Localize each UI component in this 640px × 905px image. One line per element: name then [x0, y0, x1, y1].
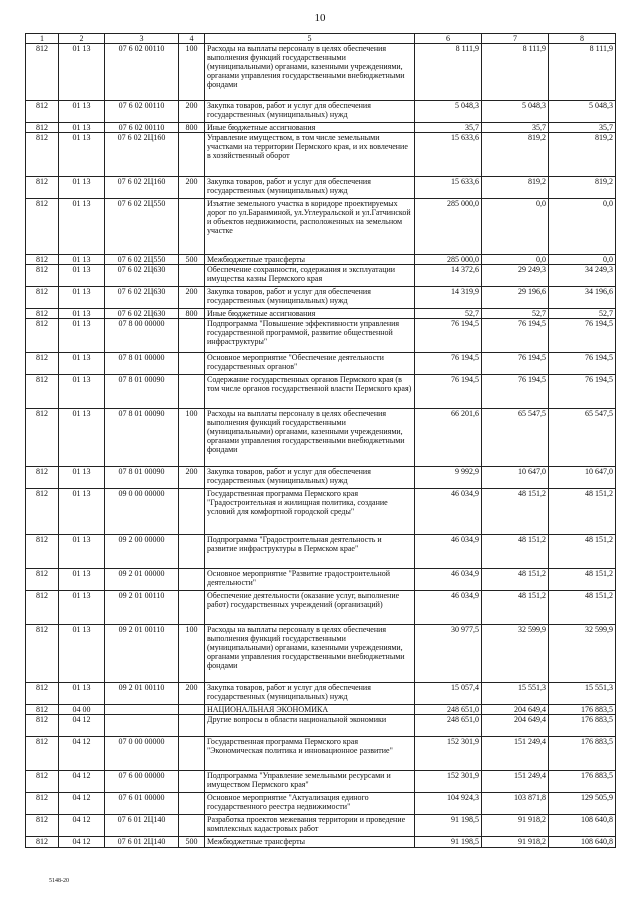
expense-type-cell: [179, 199, 205, 255]
amount-2021-cell: 152 301,9: [415, 771, 482, 793]
expense-type-cell: 500: [179, 255, 205, 265]
amount-2021-cell: 104 924,3: [415, 793, 482, 815]
target-article-cell: 07 8 01 00090: [105, 375, 179, 409]
amount-2022-cell: 0,0: [482, 255, 549, 265]
amount-2022-cell: 29 196,6: [482, 287, 549, 309]
section-code-cell: 01 13: [59, 123, 105, 133]
ministry-code-cell: 812: [26, 489, 59, 535]
description-cell: Иные бюджетные ассигнования: [205, 309, 415, 319]
table-row: [26, 177, 616, 199]
table-row: [26, 535, 616, 569]
table-row: [26, 815, 616, 837]
target-article-cell: 07 8 01 00090: [105, 409, 179, 467]
amount-2023-cell: 48 151,2: [549, 569, 616, 591]
amount-2023-cell: 76 194,5: [549, 319, 616, 353]
description-cell: Подпрограмма "Повышение эффективности управления государственной программой, развитие общественной инфраструктуры": [205, 319, 415, 353]
section-code-cell: 01 13: [59, 409, 105, 467]
table-row: [26, 375, 616, 409]
amount-2023-cell: 8 111,9: [549, 44, 616, 101]
amount-2023-cell: 34 249,3: [549, 265, 616, 287]
section-code-cell: 04 12: [59, 837, 105, 848]
expense-type-cell: 200: [179, 287, 205, 309]
expense-type-cell: [179, 375, 205, 409]
amount-2021-cell: 52,7: [415, 309, 482, 319]
description-cell: Межбюджетные трансферты: [205, 255, 415, 265]
description-cell: Расходы на выплаты персоналу в целях обеспечения выполнения функций государственными (муниципальными) органами, казенными учреждениями, органами управления государственными внебюджетными фондами: [205, 44, 415, 101]
amount-2023-cell: 10 647,0: [549, 467, 616, 489]
ministry-code-cell: 812: [26, 625, 59, 683]
ministry-code-cell: 812: [26, 101, 59, 123]
description-cell: Разработка проектов межевания территории и проведение комплексных кадастровых работ: [205, 815, 415, 837]
target-article-cell: 09 2 01 00110: [105, 591, 179, 625]
section-code-cell: 01 13: [59, 535, 105, 569]
ministry-code-cell: 812: [26, 793, 59, 815]
column-header: 3: [105, 34, 179, 44]
expense-type-cell: [179, 715, 205, 737]
target-article-cell: 07 6 02 00110: [105, 123, 179, 133]
amount-2022-cell: 151 249,4: [482, 737, 549, 771]
description-cell: Государственная программа Пермского края "Экономическая политика и инновационное развитие": [205, 737, 415, 771]
table-row: [26, 123, 616, 133]
expense-type-cell: [179, 591, 205, 625]
target-article-cell: 07 6 01 2Ц140: [105, 837, 179, 848]
target-article-cell: 07 0 00 00000: [105, 737, 179, 771]
ministry-code-cell: 812: [26, 265, 59, 287]
amount-2023-cell: 5 048,3: [549, 101, 616, 123]
ministry-code-cell: 812: [26, 375, 59, 409]
amount-2022-cell: 76 194,5: [482, 319, 549, 353]
amount-2021-cell: 5 048,3: [415, 101, 482, 123]
target-article-cell: 07 6 02 2Ц550: [105, 255, 179, 265]
expense-type-cell: [179, 353, 205, 375]
expense-type-cell: 100: [179, 625, 205, 683]
description-cell: Подпрограмма "Управление земельными ресурсами и имуществом Пермского края": [205, 771, 415, 793]
ministry-code-cell: 812: [26, 815, 59, 837]
description-cell: НАЦИОНАЛЬНАЯ ЭКОНОМИКА: [205, 705, 415, 715]
table-row: [26, 569, 616, 591]
expense-type-cell: [179, 489, 205, 535]
amount-2021-cell: 76 194,5: [415, 353, 482, 375]
expense-type-cell: 100: [179, 44, 205, 101]
expense-type-cell: [179, 535, 205, 569]
ministry-code-cell: 812: [26, 467, 59, 489]
expense-type-cell: 200: [179, 467, 205, 489]
description-cell: Закупка товаров, работ и услуг для обеспечения государственных (муниципальных) нужд: [205, 287, 415, 309]
ministry-code-cell: 812: [26, 705, 59, 715]
amount-2023-cell: 48 151,2: [549, 489, 616, 535]
table-row: [26, 737, 616, 771]
expense-type-cell: [179, 815, 205, 837]
table-row: [26, 199, 616, 255]
expense-type-cell: 100: [179, 409, 205, 467]
ministry-code-cell: 812: [26, 771, 59, 793]
description-cell: Государственная программа Пермского края "Градостроительная и жилищная политика, создание условий для комфортной городской среды": [205, 489, 415, 535]
ministry-code-cell: 812: [26, 123, 59, 133]
target-article-cell: 07 6 02 00110: [105, 101, 179, 123]
table-row: [26, 409, 616, 467]
section-code-cell: 01 13: [59, 199, 105, 255]
table-row: [26, 287, 616, 309]
budget-table: [25, 33, 616, 848]
amount-2023-cell: 32 599,9: [549, 625, 616, 683]
expense-type-cell: 200: [179, 177, 205, 199]
column-header: 4: [179, 34, 205, 44]
target-article-cell: 09 2 01 00110: [105, 625, 179, 683]
target-article-cell: 09 2 01 00000: [105, 569, 179, 591]
amount-2021-cell: 76 194,5: [415, 319, 482, 353]
table-row: [26, 309, 616, 319]
ministry-code-cell: 812: [26, 255, 59, 265]
target-article-cell: 07 6 02 2Ц630: [105, 309, 179, 319]
description-cell: Основное мероприятие "Обеспечение деятельности государственных органов": [205, 353, 415, 375]
section-code-cell: 01 13: [59, 591, 105, 625]
description-cell: Содержание государственных органов Пермского края (в том числе органов государственной власти Пермского края): [205, 375, 415, 409]
amount-2022-cell: 52,7: [482, 309, 549, 319]
table-row: [26, 255, 616, 265]
table-row: [26, 771, 616, 793]
amount-2021-cell: 14 319,9: [415, 287, 482, 309]
amount-2022-cell: 0,0: [482, 199, 549, 255]
target-article-cell: 07 6 02 2Ц160: [105, 177, 179, 199]
description-cell: Управление имуществом, в том числе земельными участками на территории Пермского края, и их вовлечение в хозяйственный оборот: [205, 133, 415, 177]
amount-2023-cell: 48 151,2: [549, 535, 616, 569]
amount-2021-cell: 15 633,6: [415, 133, 482, 177]
amount-2022-cell: 48 151,2: [482, 569, 549, 591]
column-header: 7: [482, 34, 549, 44]
description-cell: Закупка товаров, работ и услуг для обеспечения государственных (муниципальных) нужд: [205, 101, 415, 123]
ministry-code-cell: 812: [26, 535, 59, 569]
amount-2023-cell: 108 640,8: [549, 815, 616, 837]
amount-2022-cell: 103 871,8: [482, 793, 549, 815]
description-cell: Межбюджетные трансферты: [205, 837, 415, 848]
expense-type-cell: [179, 133, 205, 177]
target-article-cell: 07 8 01 00090: [105, 467, 179, 489]
table-row: [26, 489, 616, 535]
description-cell: Расходы на выплаты персоналу в целях обеспечения выполнения функций государственными (муниципальными) органами, казенными учреждениями, органами управления государственными внебюджетными фондами: [205, 625, 415, 683]
amount-2023-cell: 76 194,5: [549, 353, 616, 375]
amount-2021-cell: 152 301,9: [415, 737, 482, 771]
target-article-cell: 07 6 00 00000: [105, 771, 179, 793]
ministry-code-cell: 812: [26, 133, 59, 177]
expense-type-cell: [179, 319, 205, 353]
description-cell: Другие вопросы в области национальной экономики: [205, 715, 415, 737]
amount-2021-cell: 285 000,0: [415, 255, 482, 265]
ministry-code-cell: 812: [26, 737, 59, 771]
expense-type-cell: [179, 705, 205, 715]
amount-2021-cell: 14 372,6: [415, 265, 482, 287]
section-code-cell: 01 13: [59, 287, 105, 309]
amount-2021-cell: 9 992,9: [415, 467, 482, 489]
amount-2022-cell: 48 151,2: [482, 591, 549, 625]
target-article-cell: 07 6 02 2Ц630: [105, 287, 179, 309]
section-code-cell: 01 13: [59, 375, 105, 409]
table-row: [26, 133, 616, 177]
amount-2022-cell: 48 151,2: [482, 535, 549, 569]
expense-type-cell: 200: [179, 683, 205, 705]
target-article-cell: [105, 705, 179, 715]
amount-2022-cell: 204 649,4: [482, 715, 549, 737]
section-code-cell: 04 12: [59, 771, 105, 793]
section-code-cell: 01 13: [59, 255, 105, 265]
description-cell: Расходы на выплаты персоналу в целях обеспечения выполнения функций государственными (муниципальными) органами, казенными учреждениями, органами управления государственными внебюджетными фондами: [205, 409, 415, 467]
amount-2022-cell: 35,7: [482, 123, 549, 133]
target-article-cell: 09 2 00 00000: [105, 535, 179, 569]
target-article-cell: 07 6 01 00000: [105, 793, 179, 815]
description-cell: Основное мероприятие "Развитие градостроительной деятельности": [205, 569, 415, 591]
amount-2021-cell: 46 034,9: [415, 569, 482, 591]
section-code-cell: 01 13: [59, 101, 105, 123]
amount-2022-cell: 819,2: [482, 133, 549, 177]
section-code-cell: 04 00: [59, 705, 105, 715]
table-row: [26, 625, 616, 683]
ministry-code-cell: 812: [26, 683, 59, 705]
section-code-cell: 01 13: [59, 309, 105, 319]
amount-2021-cell: 285 000,0: [415, 199, 482, 255]
description-cell: Обеспечение сохранности, содержания и эксплуатации имущества казны Пермского края: [205, 265, 415, 287]
ministry-code-cell: 812: [26, 715, 59, 737]
section-code-cell: 04 12: [59, 715, 105, 737]
table-row: [26, 101, 616, 123]
section-code-cell: 01 13: [59, 625, 105, 683]
expense-type-cell: 500: [179, 837, 205, 848]
description-cell: Изъятие земельного участка в коридоре проектируемых дорог по ул.Баранминой, ул.Углеуральской и ул.Гатчинской и объектов недвижимости, расположенных на земельном участке: [205, 199, 415, 255]
description-cell: Закупка товаров, работ и услуг для обеспечения государственных (муниципальных) нужд: [205, 683, 415, 705]
table-row: [26, 44, 616, 101]
table-row: [26, 319, 616, 353]
ministry-code-cell: 812: [26, 353, 59, 375]
amount-2023-cell: 76 194,5: [549, 375, 616, 409]
amount-2021-cell: 248 651,0: [415, 715, 482, 737]
amount-2023-cell: 108 640,8: [549, 837, 616, 848]
expense-type-cell: 800: [179, 309, 205, 319]
section-code-cell: 04 12: [59, 793, 105, 815]
section-code-cell: 04 12: [59, 815, 105, 837]
table-row: [26, 683, 616, 705]
description-cell: Закупка товаров, работ и услуг для обеспечения государственных (муниципальных) нужд: [205, 467, 415, 489]
table-body: [26, 44, 616, 848]
amount-2023-cell: 819,2: [549, 177, 616, 199]
target-article-cell: 07 6 02 2Ц160: [105, 133, 179, 177]
column-header: 8: [549, 34, 616, 44]
table-row: [26, 265, 616, 287]
amount-2023-cell: 129 505,9: [549, 793, 616, 815]
amount-2022-cell: 15 551,3: [482, 683, 549, 705]
target-article-cell: 07 8 00 00000: [105, 319, 179, 353]
ministry-code-cell: 812: [26, 409, 59, 467]
section-code-cell: 01 13: [59, 489, 105, 535]
target-article-cell: 07 6 02 2Ц630: [105, 265, 179, 287]
amount-2021-cell: 35,7: [415, 123, 482, 133]
amount-2021-cell: 8 111,9: [415, 44, 482, 101]
ministry-code-cell: 812: [26, 591, 59, 625]
column-header: 6: [415, 34, 482, 44]
amount-2023-cell: 52,7: [549, 309, 616, 319]
amount-2022-cell: 819,2: [482, 177, 549, 199]
description-cell: Основное мероприятие "Актуализация единого государственного реестра недвижимости": [205, 793, 415, 815]
ministry-code-cell: 812: [26, 837, 59, 848]
ministry-code-cell: 812: [26, 44, 59, 101]
amount-2022-cell: 151 249,4: [482, 771, 549, 793]
section-code-cell: 01 13: [59, 353, 105, 375]
amount-2023-cell: 35,7: [549, 123, 616, 133]
footer-code: 5148-20: [49, 878, 69, 884]
amount-2021-cell: 91 198,5: [415, 837, 482, 848]
amount-2022-cell: 8 111,9: [482, 44, 549, 101]
amount-2023-cell: 176 883,5: [549, 771, 616, 793]
expense-type-cell: [179, 737, 205, 771]
amount-2022-cell: 204 649,4: [482, 705, 549, 715]
target-article-cell: 07 6 02 00110: [105, 44, 179, 101]
column-header: 1: [26, 34, 59, 44]
expense-type-cell: 800: [179, 123, 205, 133]
table-row: [26, 705, 616, 715]
ministry-code-cell: 812: [26, 177, 59, 199]
amount-2023-cell: 176 883,5: [549, 715, 616, 737]
expense-type-cell: 200: [179, 101, 205, 123]
amount-2023-cell: 176 883,5: [549, 737, 616, 771]
amount-2021-cell: 46 034,9: [415, 591, 482, 625]
amount-2022-cell: 65 547,5: [482, 409, 549, 467]
table-row: [26, 591, 616, 625]
ministry-code-cell: 812: [26, 287, 59, 309]
description-cell: Иные бюджетные ассигнования: [205, 123, 415, 133]
section-code-cell: 04 12: [59, 737, 105, 771]
amount-2023-cell: 15 551,3: [549, 683, 616, 705]
description-cell: Обеспечение деятельности (оказание услуг, выполнение работ) государственных учреждений (организаций): [205, 591, 415, 625]
section-code-cell: 01 13: [59, 133, 105, 177]
amount-2021-cell: 46 034,9: [415, 489, 482, 535]
amount-2021-cell: 91 198,5: [415, 815, 482, 837]
amount-2022-cell: 32 599,9: [482, 625, 549, 683]
expense-type-cell: [179, 771, 205, 793]
amount-2023-cell: 176 883,5: [549, 705, 616, 715]
expense-type-cell: [179, 265, 205, 287]
amount-2022-cell: 10 647,0: [482, 467, 549, 489]
table-header-row: [26, 34, 616, 44]
amount-2022-cell: 76 194,5: [482, 375, 549, 409]
amount-2022-cell: 29 249,3: [482, 265, 549, 287]
amount-2022-cell: 76 194,5: [482, 353, 549, 375]
amount-2021-cell: 248 651,0: [415, 705, 482, 715]
column-header: 2: [59, 34, 105, 44]
target-article-cell: 07 6 02 2Ц550: [105, 199, 179, 255]
amount-2023-cell: 65 547,5: [549, 409, 616, 467]
expense-type-cell: [179, 569, 205, 591]
ministry-code-cell: 812: [26, 569, 59, 591]
target-article-cell: 09 2 01 00110: [105, 683, 179, 705]
ministry-code-cell: 812: [26, 309, 59, 319]
amount-2021-cell: 15 633,6: [415, 177, 482, 199]
target-article-cell: 07 8 01 00000: [105, 353, 179, 375]
amount-2022-cell: 5 048,3: [482, 101, 549, 123]
column-header: 5: [205, 34, 415, 44]
amount-2023-cell: 34 196,6: [549, 287, 616, 309]
description-cell: Подпрограмма "Градостроительная деятельность и развитие инфраструктуры в Пермском крае": [205, 535, 415, 569]
amount-2022-cell: 91 918,2: [482, 837, 549, 848]
table-row: [26, 715, 616, 737]
amount-2023-cell: 48 151,2: [549, 591, 616, 625]
table-row: [26, 793, 616, 815]
amount-2021-cell: 76 194,5: [415, 375, 482, 409]
target-article-cell: 09 0 00 00000: [105, 489, 179, 535]
ministry-code-cell: 812: [26, 319, 59, 353]
amount-2023-cell: 0,0: [549, 199, 616, 255]
amount-2022-cell: 48 151,2: [482, 489, 549, 535]
expense-type-cell: [179, 793, 205, 815]
amount-2021-cell: 66 201,6: [415, 409, 482, 467]
section-code-cell: 01 13: [59, 177, 105, 199]
amount-2023-cell: 819,2: [549, 133, 616, 177]
section-code-cell: 01 13: [59, 319, 105, 353]
amount-2021-cell: 15 057,4: [415, 683, 482, 705]
ministry-code-cell: 812: [26, 199, 59, 255]
section-code-cell: 01 13: [59, 265, 105, 287]
description-cell: Закупка товаров, работ и услуг для обеспечения государственных (муниципальных) нужд: [205, 177, 415, 199]
amount-2021-cell: 46 034,9: [415, 535, 482, 569]
page-number: 10: [314, 12, 326, 24]
target-article-cell: 07 6 01 2Ц140: [105, 815, 179, 837]
section-code-cell: 01 13: [59, 467, 105, 489]
section-code-cell: 01 13: [59, 683, 105, 705]
table-row: [26, 467, 616, 489]
section-code-cell: 01 13: [59, 569, 105, 591]
table-row: [26, 837, 616, 848]
target-article-cell: [105, 715, 179, 737]
section-code-cell: 01 13: [59, 44, 105, 101]
amount-2021-cell: 30 977,5: [415, 625, 482, 683]
amount-2023-cell: 0,0: [549, 255, 616, 265]
table-row: [26, 353, 616, 375]
amount-2022-cell: 91 918,2: [482, 815, 549, 837]
